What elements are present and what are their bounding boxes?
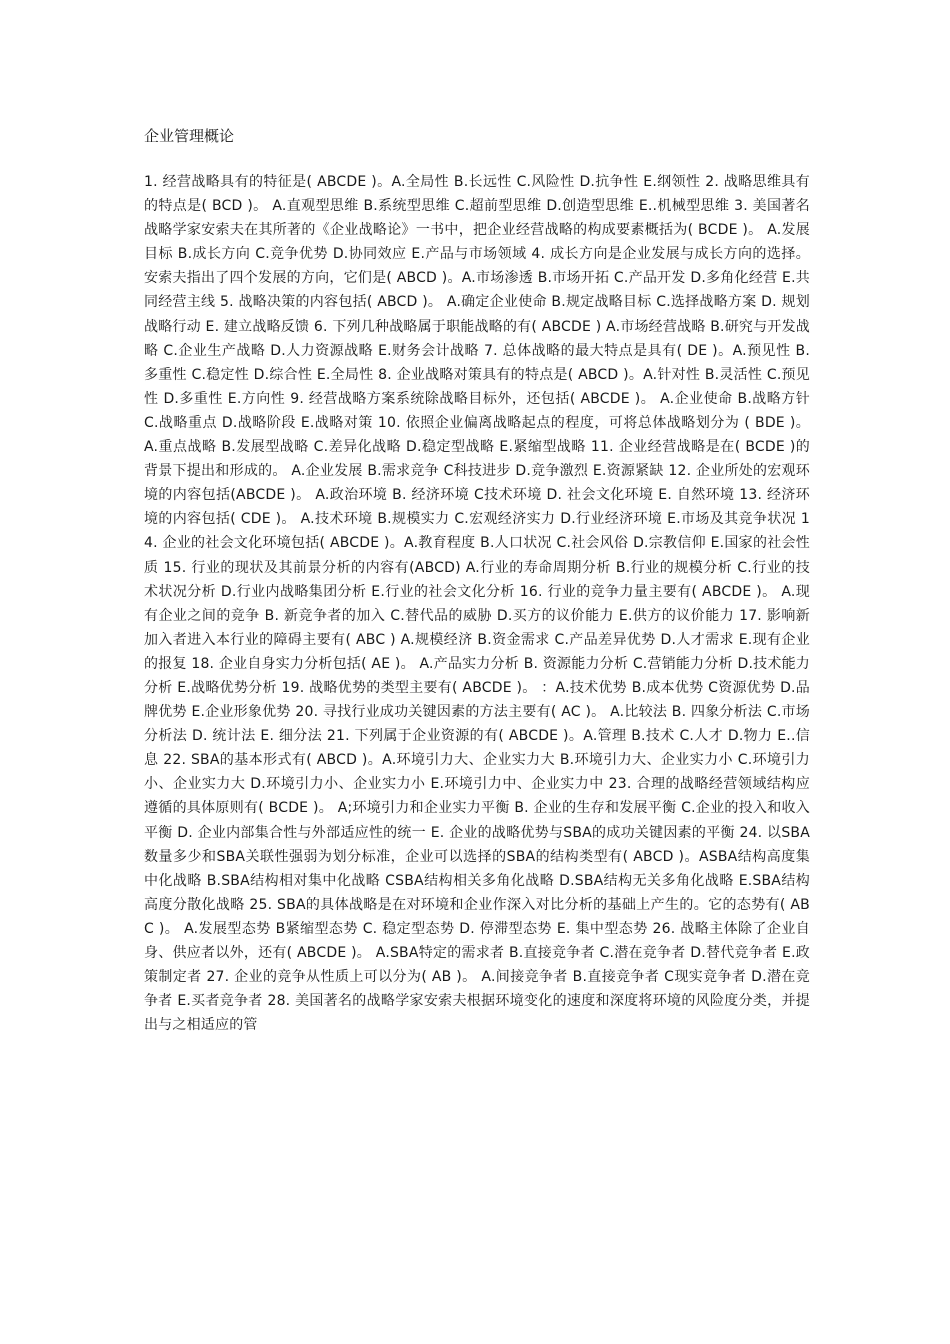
document-title: 企业管理概论	[144, 127, 235, 145]
document-body: 1. 经营战略具有的特征是( ABCDE )。A.全局性 B.长远性 C.风险性 D.抗争性 E.纲领性 2. 战略思维具有的特点是( BCD )。 A.直观型思维 B.系统型思维 C.超前型思维 D.创造型思维 E..机械型思维 3. 美国著名战略学家安索夫在其所著的《企业战略论》一书中，把企业经营战略的构成要素概括为( BCDE )。 A.发展目标 B.成长方向 C.竞争优势 D.协同效应 E.产品与市场领域 4. 成长方向是企业发展与成长方向的选择。安索夫指出了四个发展的方向，它们是( ABCD )。A.市场渗透 B.市场开拓 C.产品开发 D.多角化经营 E.共同经营主线 5. 战略决策的内容包括( ABCD )。 A.确定企业使命 B.规定战略目标 C.选择战略方案 D. 规划战略行动 E. 建立战略反馈 6. 下列几种战略属于职能战略的有( ABCDE ) A.市场经营战略 B.研究与开发战略 C.企业生产战略 D.人力资源战略 E.财务会计战略 7. 总体战略的最大特点是具有( DE )。A.预见性 B.多重性 C.稳定性 D.综合性 E.全局性 8. 企业战略对策具有的特点是( ABCD )。A.针对性 B.灵活性 C.预见性 D.多重性 E.方向性 9. 经营战略方案系统除战略目标外，还包括( ABCDE )。 A.企业使命 B.战略方针 C.战略重点 D.战略阶段 E.战略对策 10. 依照企业偏离战略起点的程度，可将总体战略划分为 ( BDE )。 A.重点战略 B.发展型战略 C.差异化战略 D.稳定型战略 E.紧缩型战略 11. 企业经营战略是在( BCDE )的背景下提出和形成的。 A.企业发展 B.需求竞争 C科技进步 D.竞争激烈 E.资源紧缺 12. 企业所处的宏观环境的内容包括(ABCDE )。 A.政治环境 B. 经济环境 C技术环境 D. 社会文化环境 E. 自然环境 13. 经济环境的内容包括( CDE )。 A.技术环境 B.规模实力 C.宏观经济实力 D.行业经济环境 E.市场及其竞争状况 14. 企业的社会文化环境包括( ABCDE )。A.教育程度 B.人口状况 C.社会风俗 D.宗教信仰 E.国家的社会性质 15. 行业的现状及其前景分析的内容有(ABCD) A.行业的寿命周期分析 B.行业的规模分析 C.行业的技术状况分析 D.行业内战略集团分析 E.行业的社会文化分析 16. 行业的竞争力量主要有( ABCDE )。 A.现有企业之间的竞争 B. 新竞争者的加入 C.替代品的威胁 D.买方的议价能力 E.供方的议价能力 17. 影响新加入者进入本行业的障碍主要有( ABC ) A.规模经济 B.资金需求 C.产品差异优势 D.人才需求 E.现有企业的报复 18. 企业自身实力分析包括( AE )。 A.产品实力分析 B. 资源能力分析 C.营销能力分析 D.技术能力分析 E.战略优势分析 19. 战略优势的类型主要有( ABCDE )。 ：A.技术优势 B.成本优势 C资源优势 D.品牌优势 E.企业形象优势 20. 寻找行业成功关键因素的方法主要有( AC )。 A.比较法 B. 四象分析法 C.市场分析法 D. 统计法 E. 细分法 21. 下列属于企业资源的有( ABCDE )。A.管理 B.技术 C.人才 D.物力 E..信息 22. SBA的基本形式有( ABCD )。A.环境引力大、企业实力大 B.环境引力大、企业实力小 C.环境引力小、企业实力大 D.环境引力小、企业实力小 E.环境引力中、企业实力中 23. 合理的战略经营领域结构应遵循的具体原则有( BCDE )。 A;环境引力和企业实力平衡 B. 企业的生存和发展平衡 C.企业的投入和收入平衡 D. 企业内部集合性与外部适应性的统一 E. 企业的战略优势与SBA的成功关键因素的平衡 24. 以SBA数量多少和SBA关联性强弱为划分标准，企业可以选择的SBA的结构类型有( ABCD )。ASBA结构高度集中化战略 B.SBA结构相对集中化战略 CSBA结构相关多角化战略 D.SBA结构无关多角化战略 E.SBA结构高度分散化战略 25. SBA的具体战略是在对环境和企业作深入对比分析的基础上产生的。它的态势有( ABC )。 A.发展型态势 B紧缩型态势 C. 稳定型态势 D. 停滞型态势 E. 集中型态势 26. 战略主体除了企业自身、供应者以外，还有( ABCDE )。 A.SBA特定的需求者 B.直接竞争者 C.潜在竞争者 D.替代竞争者 E.政策制定者 27. 企业的竞争从性质上可以分为( AB )。 A.间接竞争者 B.直接竞争者 C现实竞争者 D.潜在竞争者 E.买者竞争者 28. 美国著名的战略学家安索夫根据环境变化的速度和深度将环境的风险度分类，并提出与之相适应的管	[144, 174, 810, 1034]
